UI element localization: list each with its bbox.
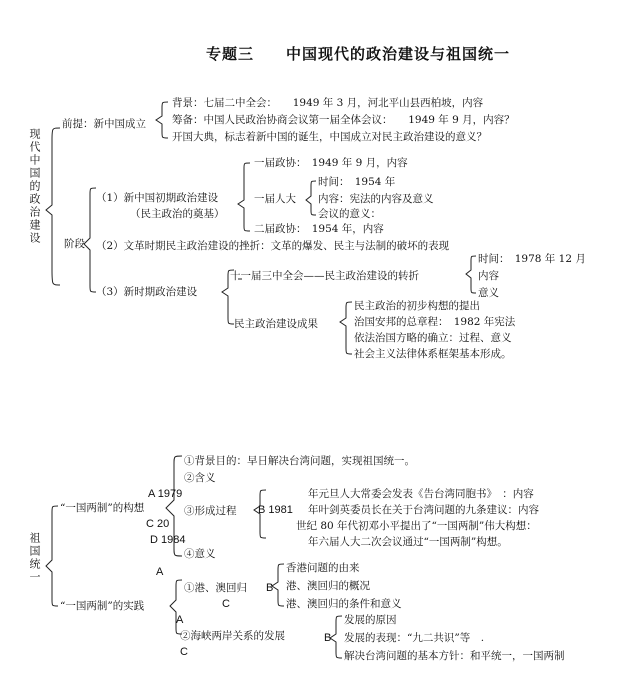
stray-mark-b-2: B: [266, 582, 274, 594]
part1-root-label: 现代中国的政治建设: [28, 128, 41, 245]
stray-mark-b1981: B 1981: [258, 504, 293, 516]
stray-mark-a-2: A: [176, 614, 184, 626]
stray-mark-c-2: C: [222, 598, 230, 610]
bracket-stage1: [238, 163, 250, 231]
concept-label: “一国两制”的构想: [60, 502, 145, 514]
stray-mark-c-3: C: [180, 646, 188, 658]
part2-root-label: 祖国统一: [28, 532, 41, 584]
premise-item-3: 开国大典，标志着新中国的诞生，中国成立对民主政治建设的意义？: [172, 131, 487, 143]
bracket-premise: [156, 102, 168, 138]
concept-item-4: ④意义: [184, 548, 216, 560]
stage-label: 阶段: [64, 238, 85, 250]
concept-item-2: ②含义: [184, 472, 216, 484]
npc1-item-3: 会议的意义：: [318, 208, 381, 220]
stray-mark-a: A: [156, 566, 164, 578]
formation-item-3: 世纪 80 年代初邓小平提出了“一国两制”伟大构想：: [296, 520, 537, 532]
strait-item-3: 解决台湾问题的基本方针：和平统一，一国两制: [344, 650, 565, 662]
stage1-sub-label: （民主政治的奠基）: [130, 208, 225, 220]
formation-item-1: 年元旦人大常委会发表《告台湾同胞书》 ：内容: [308, 488, 534, 500]
hkmacau-item-1: 香港问题的由来: [286, 562, 360, 574]
bracket-achievements: [340, 302, 352, 354]
bracket-stages: [84, 188, 96, 292]
strait-item-2: 发展的表现：“九二共识”等 .: [344, 632, 485, 644]
concept-item-1: ①背景目的：早日解决台湾问题，实现祖国统一。: [184, 455, 415, 467]
bracket-plenum: [466, 256, 476, 293]
bracket-root2: [46, 506, 58, 606]
plenum-item-2: 内容: [478, 270, 499, 282]
hkmacau-label: ①港、澳回归: [184, 582, 247, 594]
stray-mark-c20: C 20: [146, 518, 170, 530]
premise-item-1: 背景：七届二中全会： 1949 年 3 月，河北平山县西柏坡，内容: [172, 97, 484, 109]
achievement-item-1: 民主政治的初步构想的提出: [354, 300, 480, 312]
concept-item-3: ③形成过程: [184, 505, 237, 517]
practice-label: “一国两制”的实践: [60, 600, 145, 612]
strait-item-1: 发展的原因: [344, 614, 397, 626]
plenum-item-3: 意义: [478, 287, 499, 299]
stage1-label: （1）新中国初期政治建设: [96, 192, 219, 204]
stray-mark-d1984: D 1984: [150, 534, 186, 546]
npc1-item-1: 时间： 1954 年: [318, 176, 396, 188]
achievement-item-4: 社会主义法律体系框架基本形成。: [354, 348, 512, 360]
premise-item-2: 筹备：中国人民政治协商会议第一届全体会议： 1949 年 9 月，内容？: [172, 114, 515, 126]
cppcc1-item: 一届政协： 1949 年 9 月，内容: [254, 157, 408, 169]
stage2-label: （2）文革时期民主政治建设的挫折：文革的爆发、民主与法制的破坏的表现: [96, 240, 450, 252]
npc1-label: 一届人大: [254, 193, 296, 205]
achievement-item-3: 依法治国方略的确立：过程、意义: [354, 332, 512, 344]
formation-item-4: 年六届人大二次会议通过“一国两制”构想。: [308, 536, 508, 548]
bracket-npc1: [306, 181, 316, 215]
achievements-label: 民主政治建设成果: [234, 318, 318, 330]
formation-item-2: 年叶剑英委员长在关于台湾问题的九条建议：内容: [308, 504, 539, 516]
plenum-item-1: 时间： 1978 年 12 月: [478, 253, 586, 265]
bracket-hkmacau: [272, 564, 284, 606]
bracket-strait: [330, 616, 342, 658]
premise-label: 前提：新中国成立: [62, 118, 146, 130]
cppcc2-item: 二届政协： 1954 年，内容: [254, 223, 384, 235]
hkmacau-item-3: 港、澳回归的条件和意义: [286, 598, 402, 610]
achievement-item-2: 治国安邦的总章程： 1982 年宪法: [354, 316, 516, 328]
stage3-label: （3）新时期政治建设: [96, 286, 198, 298]
hkmacau-item-2: 港、澳回归的概况: [286, 580, 370, 592]
stray-mark-b-3: B: [324, 632, 332, 644]
page-title: 专题三 中国现代的政治建设与祖国统一: [206, 45, 511, 63]
strait-label: ②海峡两岸关系的发展: [180, 630, 285, 642]
plenum-label: 十一届三中全会——民主政治建设的转折: [230, 270, 419, 282]
bracket-root: [46, 128, 60, 285]
stray-mark-a1979: A 1979: [148, 488, 183, 500]
npc1-item-2: 内容：宪法的内容及意义: [318, 193, 434, 205]
